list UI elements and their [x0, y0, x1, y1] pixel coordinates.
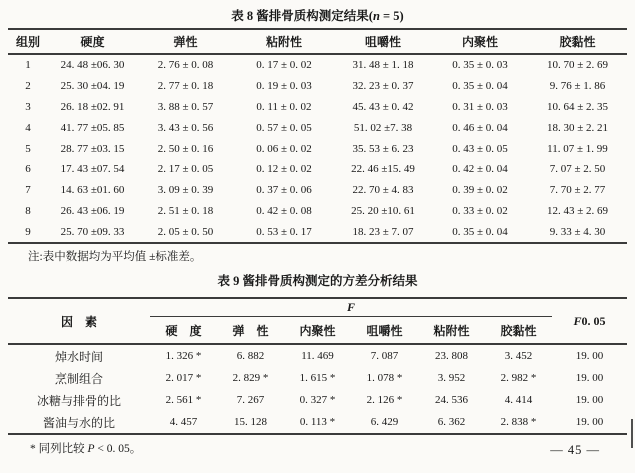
table-row — [8, 367, 627, 389]
table-cell: 0. 43 ± 0. 05 — [452, 142, 508, 155]
table-cell: 28. 77 ±03. 15 — [60, 142, 125, 155]
table-cell: 4. 414 — [504, 394, 533, 407]
table-cell: 35. 53 ± 6. 23 — [352, 142, 414, 155]
table-cell: 24. 48 ±06. 30 — [60, 59, 125, 72]
table-cell: 0. 57 ± 0. 05 — [256, 121, 312, 134]
table-cell: 3. 452 — [504, 350, 533, 363]
table-cell: 8 — [25, 204, 31, 217]
table-cell: 0. 33 ± 0. 02 — [452, 204, 508, 217]
table-cell: 26. 43 ±06. 19 — [60, 204, 125, 217]
table-row — [8, 344, 627, 367]
factor-cell: 烹制组合 — [54, 371, 103, 386]
table-cell: 0. 11 ± 0. 02 — [256, 100, 312, 113]
table-cell: 3. 09 ± 0. 39 — [157, 184, 214, 197]
table-cell: 25. 30 ±04. 19 — [60, 80, 125, 93]
table-cell: 2. 982 * — [500, 372, 537, 385]
table-cell: 9 — [25, 225, 31, 238]
table-row — [8, 138, 627, 159]
table-cell: 5 — [25, 142, 31, 155]
table-cell: 18. 23 ± 7. 07 — [352, 225, 414, 238]
table-cell: 22. 46 ±15. 49 — [351, 163, 415, 176]
table8-title-text: 表 8 酱排骨质构测定结果( — [231, 9, 373, 23]
table-cell: 3. 43 ± 0. 56 — [157, 121, 214, 134]
table-cell: 2. 126 * — [366, 394, 403, 407]
table-cell: 3 — [25, 100, 31, 113]
table-cell: 25. 20 ±10. 61 — [351, 204, 415, 217]
table9-note-p: P — [87, 443, 95, 456]
table-cell: 0. 31 ± 0. 03 — [452, 100, 508, 113]
table-cell: 23. 808 — [435, 350, 468, 363]
table-cell: 12. 43 ± 2. 69 — [546, 204, 609, 217]
table-cell: 31. 48 ± 1. 18 — [352, 59, 414, 72]
table-cell: 0. 19 ± 0. 03 — [256, 80, 312, 93]
table8-col-gumminess: 胶黏性 — [528, 29, 627, 54]
table8-col-chewiness: 咀嚼性 — [334, 29, 432, 54]
table-cell: 9. 33 ± 4. 30 — [549, 225, 606, 238]
table-cell: 4. 457 — [169, 416, 198, 429]
table-cell: 0. 12 ± 0. 02 — [256, 163, 312, 176]
table-cell: 3. 88 ± 0. 57 — [157, 100, 214, 113]
table9-factor-header: 因 素 — [8, 298, 150, 344]
table-cell: 10. 64 ± 2. 35 — [546, 100, 609, 113]
table-cell: 6. 362 — [437, 416, 466, 429]
table-cell: 0. 35 ± 0. 03 — [452, 59, 508, 72]
table8-note: 注:表中数据均为平均值 ±标准差。 — [28, 251, 202, 264]
table-cell: 0. 37 ± 0. 06 — [256, 184, 312, 197]
table-cell: 0. 42 ± 0. 08 — [256, 204, 312, 217]
table-cell: 45. 43 ± 0. 42 — [352, 100, 414, 113]
table-row — [8, 76, 627, 97]
table9-col-hardness: 硬 度 — [150, 317, 217, 345]
table-cell: 0. 06 ± 0. 02 — [256, 142, 312, 155]
table-cell: 0. 53 ± 0. 17 — [256, 225, 312, 238]
table-cell: 0. 46 ± 0. 04 — [452, 121, 508, 134]
table-row — [8, 54, 627, 76]
table8-col-cohesiveness: 内聚性 — [432, 29, 528, 54]
table9-col-gumminess: 胶黏性 — [485, 317, 552, 345]
table8-title-suffix: = 5) — [379, 9, 404, 23]
table9-f005-header — [552, 298, 627, 344]
table-cell: 2. 838 * — [500, 416, 537, 429]
table9-f-spanner — [150, 298, 552, 317]
table9-col-adhesiveness: 粘附性 — [418, 317, 485, 345]
table8-col-adhesiveness: 粘附性 — [234, 29, 334, 54]
table8 — [8, 28, 627, 244]
table-row — [8, 97, 627, 118]
table-cell: 4 — [25, 121, 31, 134]
table-cell: 2. 76 ± 0. 08 — [157, 59, 214, 72]
table9-title: 表 9 酱排骨质构测定的方差分析结果 — [217, 274, 418, 289]
table-cell: 2. 50 ± 0. 16 — [157, 142, 214, 155]
table-cell: 6. 429 — [370, 416, 399, 429]
table-cell: 14. 63 ±01. 60 — [60, 184, 125, 197]
table9-col-chewiness: 咀嚼性 — [351, 317, 418, 345]
table-cell: 19. 00 — [575, 416, 604, 429]
table8-col-group: 组别 — [8, 29, 48, 54]
table-cell: 1. 615 * — [299, 372, 336, 385]
table-cell: 51. 02 ±7. 38 — [353, 121, 413, 134]
table-cell: 1 — [25, 59, 31, 72]
table-cell: 2. 17 ± 0. 05 — [157, 163, 214, 176]
table-cell: 19. 00 — [575, 350, 604, 363]
table-row — [8, 221, 627, 243]
table-row — [8, 411, 627, 434]
page-number: — 45 — — [550, 443, 600, 457]
table-cell: 6. 882 — [236, 350, 265, 363]
table-row — [8, 201, 627, 222]
table-cell: 7. 70 ± 2. 77 — [549, 184, 606, 197]
table-cell: 18. 30 ± 2. 21 — [546, 121, 609, 134]
table-cell: 0. 327 * — [299, 394, 336, 407]
table-cell: 6 — [25, 163, 31, 176]
table-cell: 2. 829 * — [232, 372, 269, 385]
factor-cell: 酱油与水的比 — [42, 415, 115, 430]
table-cell: 2. 561 * — [165, 394, 202, 407]
table-cell: 0. 42 ± 0. 04 — [452, 163, 508, 176]
f005-value: 0. 05 — [581, 313, 606, 328]
table-cell: 11. 07 ± 1. 99 — [547, 142, 608, 155]
table-cell: 24. 536 — [435, 394, 468, 407]
table-cell: 7. 267 — [236, 394, 265, 407]
table9-header-row-1 — [8, 298, 627, 317]
table-cell: 2. 51 ± 0. 18 — [157, 204, 214, 217]
table-cell: 22. 70 ± 4. 83 — [352, 184, 414, 197]
table-row — [8, 117, 627, 138]
factor-cell: 冰糖与排骨的比 — [36, 393, 121, 408]
table-cell: 0. 17 ± 0. 02 — [256, 59, 312, 72]
table8-col-hardness: 硬度 — [48, 29, 137, 54]
table-cell: 0. 39 ± 0. 02 — [452, 184, 508, 197]
table-row — [8, 389, 627, 411]
table-cell: 7 — [25, 184, 31, 197]
table9-col-springiness: 弹 性 — [217, 317, 284, 345]
table8-header-row — [8, 29, 627, 54]
f-statistic-label: F — [347, 300, 356, 315]
factor-cell: 焯水时间 — [54, 349, 103, 364]
table9-col-cohesiveness: 内聚性 — [284, 317, 351, 345]
table8-col-springiness: 弹性 — [137, 29, 234, 54]
table-cell: 32. 23 ± 0. 37 — [352, 80, 414, 93]
table-cell: 41. 77 ±05. 85 — [60, 121, 125, 134]
table9-note — [30, 442, 635, 456]
table8-title-n: n — [372, 9, 380, 23]
table-cell: 10. 70 ± 2. 69 — [546, 59, 609, 72]
table-cell: 0. 113 * — [299, 416, 336, 429]
scan-artifact-line — [631, 419, 633, 448]
table9-note-suffix: < 0. 05。 — [94, 443, 142, 456]
table-cell: 2 — [25, 80, 31, 93]
table-cell: 0. 35 ± 0. 04 — [452, 80, 508, 93]
table9 — [8, 297, 627, 435]
table-cell: 17. 43 ±07. 54 — [60, 163, 125, 176]
table8-title — [0, 0, 635, 24]
table-cell: 19. 00 — [575, 394, 604, 407]
table-cell: 7. 07 ± 2. 50 — [549, 163, 606, 176]
table-cell: 19. 00 — [575, 372, 604, 385]
table-row — [8, 180, 627, 201]
table-cell: 3. 952 — [437, 372, 466, 385]
table-cell: 7. 087 — [370, 350, 399, 363]
table-cell: 11. 469 — [301, 350, 334, 363]
table-cell: 0. 35 ± 0. 04 — [452, 225, 508, 238]
table-cell: 1. 078 * — [366, 372, 403, 385]
table-cell: 15. 128 — [234, 416, 267, 429]
table-row — [8, 159, 627, 180]
table-cell: 9. 76 ± 1. 86 — [549, 80, 606, 93]
table-cell: 25. 70 ±09. 33 — [60, 225, 125, 238]
table-cell: 2. 05 ± 0. 50 — [157, 225, 214, 238]
table-cell: 26. 18 ±02. 91 — [60, 100, 125, 113]
table-cell: 2. 77 ± 0. 18 — [157, 80, 214, 93]
table-cell: 2. 017 * — [165, 372, 202, 385]
table9-note-prefix: * 同列比较 — [30, 443, 88, 456]
f005-f: F — [573, 313, 582, 328]
table-cell: 1. 326 * — [165, 350, 202, 363]
